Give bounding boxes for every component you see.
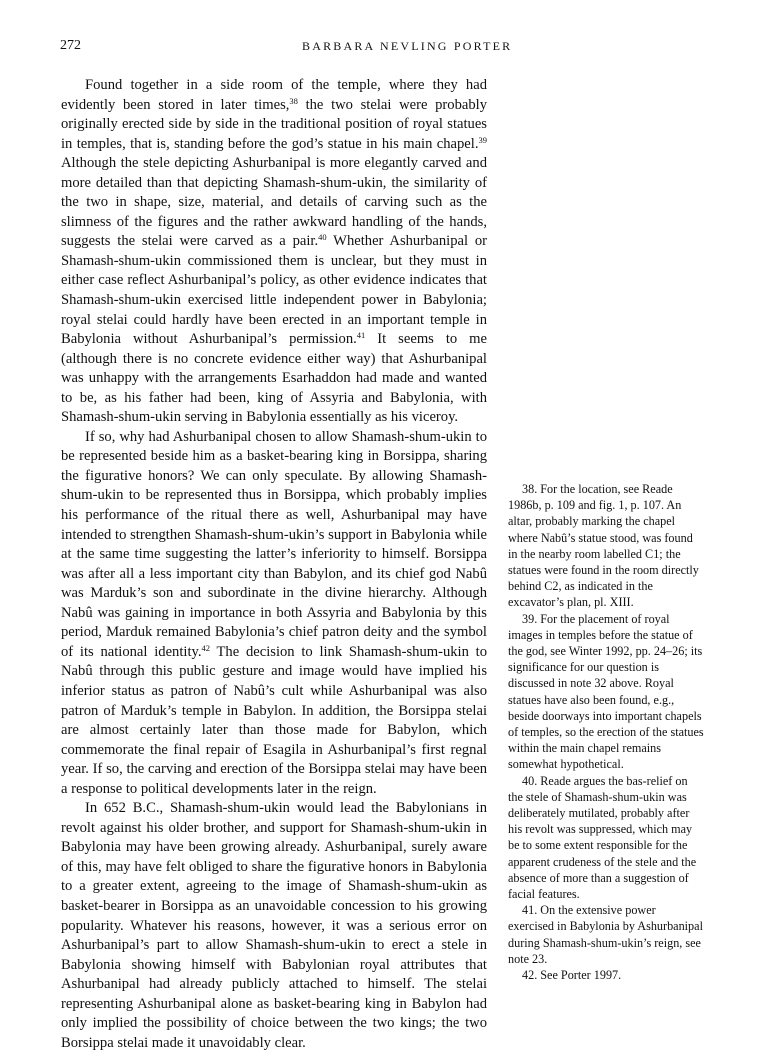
body-paragraph xyxy=(61,799,487,1053)
footnote-ref: 38 xyxy=(289,95,298,106)
page-header xyxy=(60,38,688,58)
footnote-ref: 39 xyxy=(478,134,487,145)
main-text-column xyxy=(61,76,487,1053)
footnote: 41. On the extensive power exercised in Babylonia by Ashurbanipal during Shamash-shum-ukin’s reign, see note 23. xyxy=(508,903,703,966)
footnote: 38. For the location, see Reade 1986b, p. 109 and fig. 1, p. 107. An altar, probably marking the chapel where Nabû’s statue stood, was found in the nearby room labelled C1; the statues were found in the room directly behind C2, as indicated in the excavator’s plan, pl. XIII. xyxy=(508,482,699,610)
text-run: Found together in a side room of the temple, where they had evidently been stored in later times, xyxy=(61,77,487,113)
running-head: BARBARA NEVLING PORTER xyxy=(302,39,513,53)
footnote-ref: 42 xyxy=(201,642,211,653)
body-paragraph xyxy=(61,76,487,428)
body-paragraph xyxy=(61,428,487,799)
page-number: 272 xyxy=(60,38,81,53)
text-run: It seems to me (although there is no concrete evidence either way) that Ashurbanipal was unhappy with the arrangements Esarhaddon had made and wanted to be, as his father had been, king of Assyria and Babylonia, with Shamash-shum-ukin serving in Babylonia essentially as his viceroy. xyxy=(61,331,487,426)
footnote: 40. Reade argues the bas-relief on the stele of Shamash-shum-ukin was deliberately mutilated, probably after his revolt was suppressed, which may be to some extent responsible for the apparent crudeness of the stele and the absence of more than a suggestion of facial features. xyxy=(508,773,697,902)
text-run: the two stelai were probably originally erected side by side in the traditional position of royal statues in temples, that is, standing before the god’s statue in his main chapel. xyxy=(61,96,487,152)
text-run: Although the stele depicting Ashurbanipal is more elegantly carved and more detailed than that depicting Shamash-shum-ukin, the similarity of the two in shape, size, material, and details of carving such as the slimness of the figures and the rather awkward handling of the hands, suggests the stelai were carved as a pair. xyxy=(61,155,487,250)
footnote: 42. See Porter 1997. xyxy=(522,968,622,983)
text-run: Whether Ashurbanipal or Shamash-shum-ukin commissioned them is unclear, but they must in either case reflect Ashurbanipal’s policy, as other evidence indicates that Shamash-shum-ukin exercised little independent power in Babylonia; royal stelai could hardly have been erected in an important temple in Babylonia without Ashurbanipal’s permission. xyxy=(61,233,487,348)
footnote: 39. For the placement of royal images in temples before the statue of the god, see Winter 1992, pp. 24–26; its significance for our question is discussed in note 32 above. Royal statues have also been found, e.g., beside doorways into important chapels of temples, so the erection of the statues within the main chapel remains somewhat hypothetical. xyxy=(508,611,704,772)
text-run: The decision to link Shamash-shum-ukin to Nabû through this public gesture and image would have implied his inferior status as patron of Nabû’s cult while Ashurbanipal was also patron of Marduk’s temple in Babylon. In addition, the Borsippa stelai are almost certainly later than those made for Babylon, which commemorate the final repair of Esagila in Ashurbanipal’s first regnal year. If so, the carving and erection of the Borsippa stelai may have been a response to political developments later in the reign. xyxy=(61,643,488,797)
footnote-ref: 40 xyxy=(318,232,327,243)
text-run: If so, why had Ashurbanipal chosen to allow Shamash-shum-ukin to be represented beside him as a basket-bearing king in Borsippa, sharing the figurative honors? We can only speculate. By allowing Shamash-shum-ukin to be represented thus in Borsippa, which probably implies his performance of the ritual there as well, Ashurbanipal may have intended to strengthen Shamash-shum-ukin’s support in Babylonia while at the same time suggesting the latter’s inferiority to himself. Borsippa was after all a less important city than Babylon, and its chief god Nabû was Marduk’s son and subordinate in the divine hierarchy. Although Nabû was gaining in importance in both Assyria and Babylonia by this period, Marduk remained Babylonia’s chief patron deity and the symbol of its national identity. xyxy=(61,428,487,660)
footnote-ref: 41 xyxy=(356,330,366,341)
text-run: In 652 B.C., Shamash-shum-ukin would lead the Babylonians in revolt against his older brother, and support for Shamash-shum-ukin in Babylonia may have been growing already. Ashurbanipal, surely aware of this, may have felt obliged to share the figurative honors in Babylonia to a greater extent, agreeing to the image of Shamash-shum-ukin as basket-bearer in Borsippa as an unavoidable concession to his growing popularity. Whatever his reasons, however, it was a serious error on Ashurbanipal’s part to allow Shamash-shum-ukin to erect a stele in Babylonia showing himself with Babylonian royal attributes that Ashurbanipal had already publicly attached to himself. The stelai representing Ashurbanipal alone as basket-bearing king in Babylon had only implied the possibility of choice between the two kings; the two Borsippa stelai made it unavoidably clear. xyxy=(61,800,487,1051)
footnotes-column xyxy=(508,481,704,983)
